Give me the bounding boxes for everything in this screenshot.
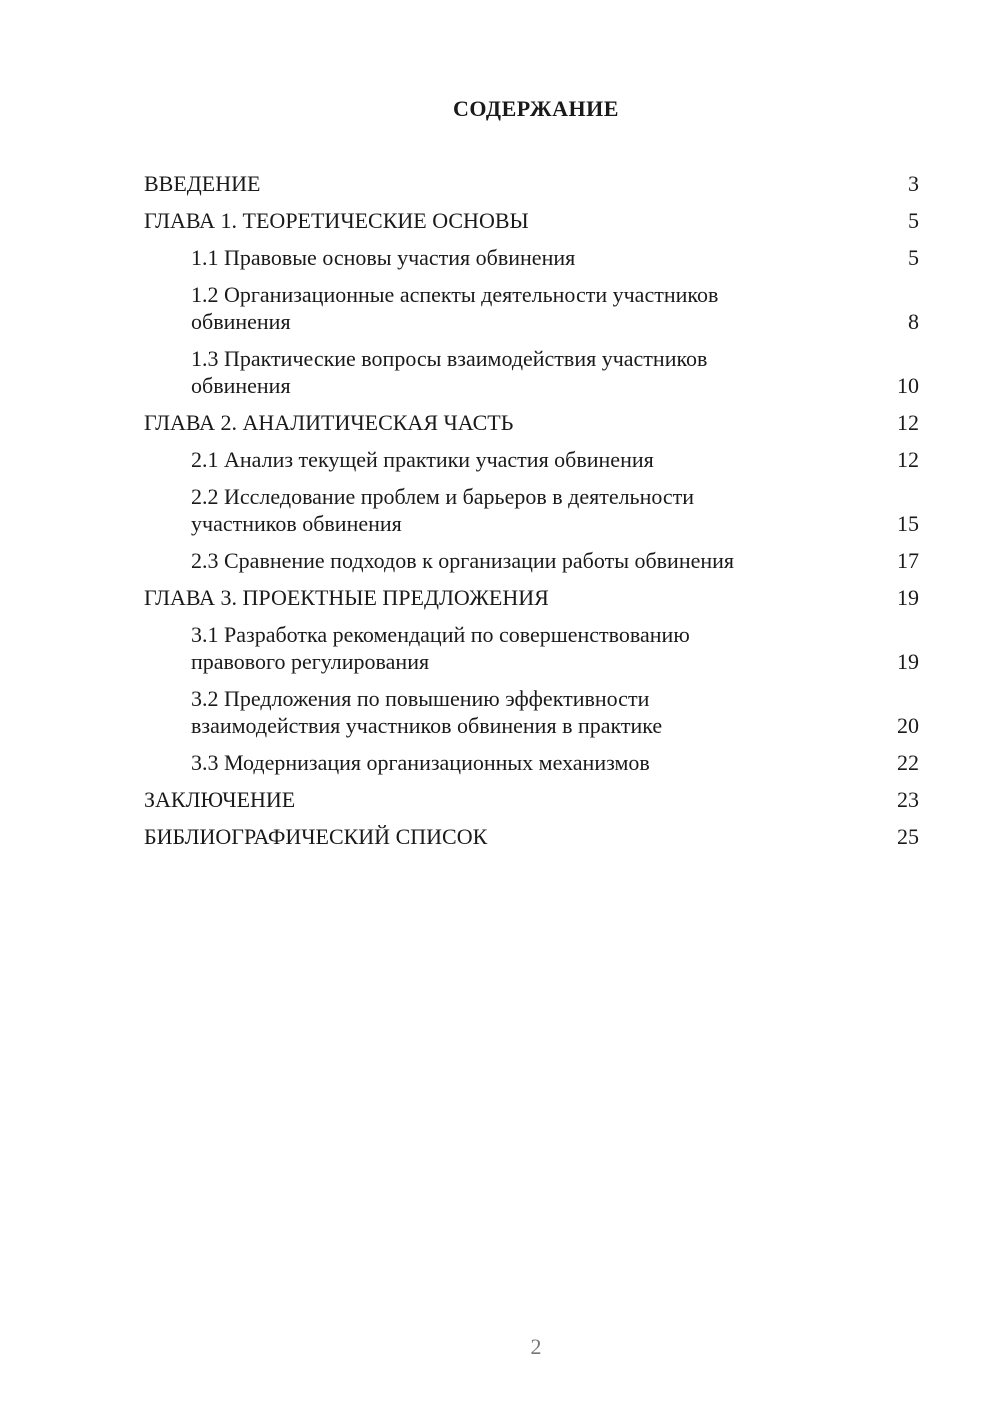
- toc-entry-text: ГЛАВА 1. ТЕОРЕТИЧЕСКИЕ ОСНОВЫ: [144, 208, 529, 233]
- toc-title: СОДЕРЖАНИЕ: [453, 96, 619, 121]
- toc-entry-page: 20: [897, 713, 919, 738]
- toc-entry-text: ВВЕДЕНИЕ: [144, 171, 261, 196]
- toc-entry-text: 3.1 Разработка рекомендаций по совершенствованию правового регулирования: [191, 622, 690, 674]
- toc-entry-text: БИБЛИОГРАФИЧЕСКИЙ СПИСОК: [144, 824, 488, 849]
- toc-entry-page: 19: [897, 585, 919, 610]
- toc-entry-introduction: [144, 170, 919, 197]
- toc-entry-chapter-2: [144, 409, 919, 436]
- page-number: 2: [530, 1334, 542, 1359]
- toc-entry-page: 25: [897, 824, 919, 849]
- toc-entry-text: 3.2 Предложения по повышению эффективности взаимодействия участников обвинения в практике: [191, 686, 663, 738]
- toc-entry-text: 2.3 Сравнение подходов к организации работы обвинения: [191, 548, 735, 573]
- toc-entry-bibliography: [144, 823, 919, 850]
- toc-entry-text: 2.2 Исследование проблем и барьеров в деятельности участников обвинения: [191, 484, 695, 536]
- toc-entry-page: 8: [908, 309, 919, 334]
- toc-entry-text: 3.3 Модернизация организационных механизмов: [191, 750, 650, 775]
- toc-entry-chapter-1: [144, 207, 919, 234]
- toc-entry-conclusion: [144, 786, 919, 813]
- toc-entry-section-1-2: [144, 281, 919, 335]
- toc-entry-text: 1.3 Практические вопросы взаимодействия участников обвинения: [191, 346, 708, 398]
- toc-entry-section-1-1: [144, 244, 919, 271]
- toc-entry-page: 5: [908, 208, 919, 233]
- toc-entry-section-2-1: [144, 446, 919, 473]
- toc-entry-page: 5: [908, 245, 919, 270]
- toc-entry-page: 22: [897, 750, 919, 775]
- toc-entry-page: 23: [897, 787, 919, 812]
- table-of-contents: [144, 170, 919, 860]
- toc-entry-section-3-2: [144, 685, 919, 739]
- toc-entry-chapter-3: [144, 584, 919, 611]
- toc-entry-page: 12: [897, 447, 919, 472]
- toc-entry-page: 12: [897, 410, 919, 435]
- toc-entry-page: 10: [897, 373, 919, 398]
- toc-entry-text: ЗАКЛЮЧЕНИЕ: [144, 787, 296, 812]
- toc-entry-section-3-1: [144, 621, 919, 675]
- toc-entry-text: ГЛАВА 2. АНАЛИТИЧЕСКАЯ ЧАСТЬ: [144, 410, 514, 435]
- toc-entry-page: 19: [897, 649, 919, 674]
- toc-entry-page: 17: [897, 548, 919, 573]
- toc-entry-section-3-3: [144, 749, 919, 776]
- toc-entry-section-2-2: [144, 483, 919, 537]
- toc-entry-section-2-3: [144, 547, 919, 574]
- toc-entry-text: 1.2 Организационные аспекты деятельности участников обвинения: [191, 282, 719, 334]
- toc-entry-section-1-3: [144, 345, 919, 399]
- toc-entry-text: ГЛАВА 3. ПРОЕКТНЫЕ ПРЕДЛОЖЕНИЯ: [144, 585, 549, 610]
- toc-entry-text: 1.1 Правовые основы участия обвинения: [191, 245, 576, 270]
- toc-entry-page: 3: [908, 171, 919, 196]
- toc-entry-page: 15: [897, 511, 919, 536]
- toc-entry-text: 2.1 Анализ текущей практики участия обвинения: [191, 447, 654, 472]
